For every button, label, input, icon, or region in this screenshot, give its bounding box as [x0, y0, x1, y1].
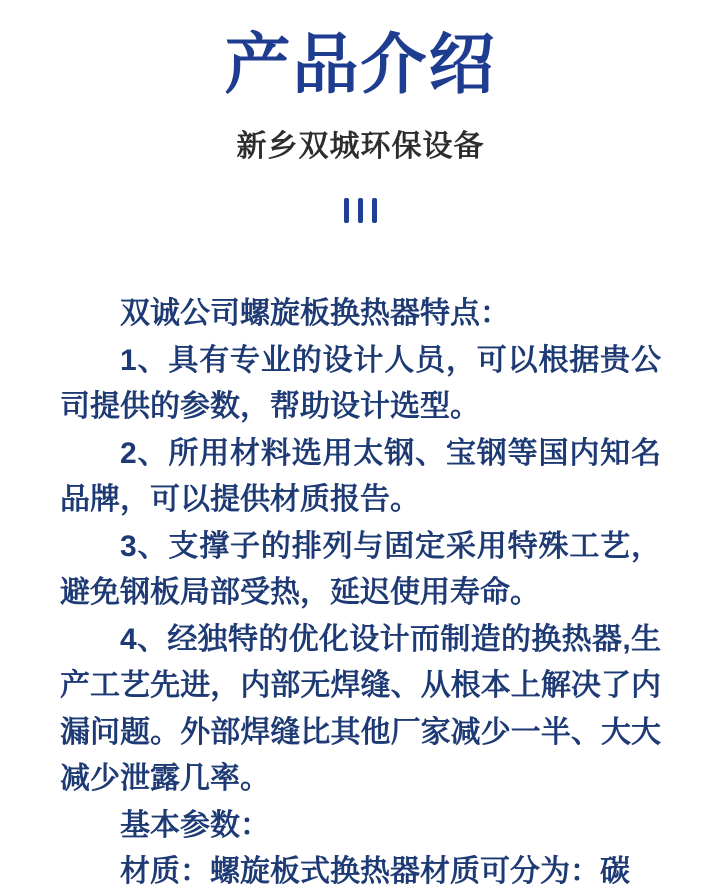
divider-bar: [344, 198, 349, 223]
page-title: 产品介绍: [224, 27, 497, 101]
body-paragraph-basic-params-heading: 基本参数：: [120, 808, 270, 842]
divider-bar: [358, 198, 363, 223]
body-paragraph-features-heading: 双诚公司螺旋板换热器特点：: [120, 297, 510, 330]
body-paragraph-material: 材质：螺旋板式换热器材质可分为：碳: [120, 855, 630, 888]
body-paragraph-feature-1: 1、具有专业的设计人员，可以根据贵公司提供的参数，帮助设计选型。: [60, 343, 661, 423]
body-paragraph-feature-2: 2、所用材料选用太钢、宝钢等国内知名品牌，可以提供材质报告。: [60, 436, 661, 516]
product-intro-page: [0, 26, 721, 896]
page-subtitle: 新乡双城环保设备: [236, 130, 485, 163]
divider-bar: [372, 198, 377, 223]
body-paragraph-feature-4: 4、经独特的优化设计而制造的换热器,生产工艺先进，内部无焊缝、从根本上解决了内漏问题。外部焊缝比其他厂家减少一半、大大减少泄露几率。: [60, 622, 661, 795]
body-paragraph-feature-3: 3、支撑子的排列与固定采用特殊工艺，避免钢板局部受热，延迟使用寿命。: [60, 529, 661, 609]
product-description: [60, 291, 661, 896]
triple-bar-divider: [0, 198, 721, 223]
